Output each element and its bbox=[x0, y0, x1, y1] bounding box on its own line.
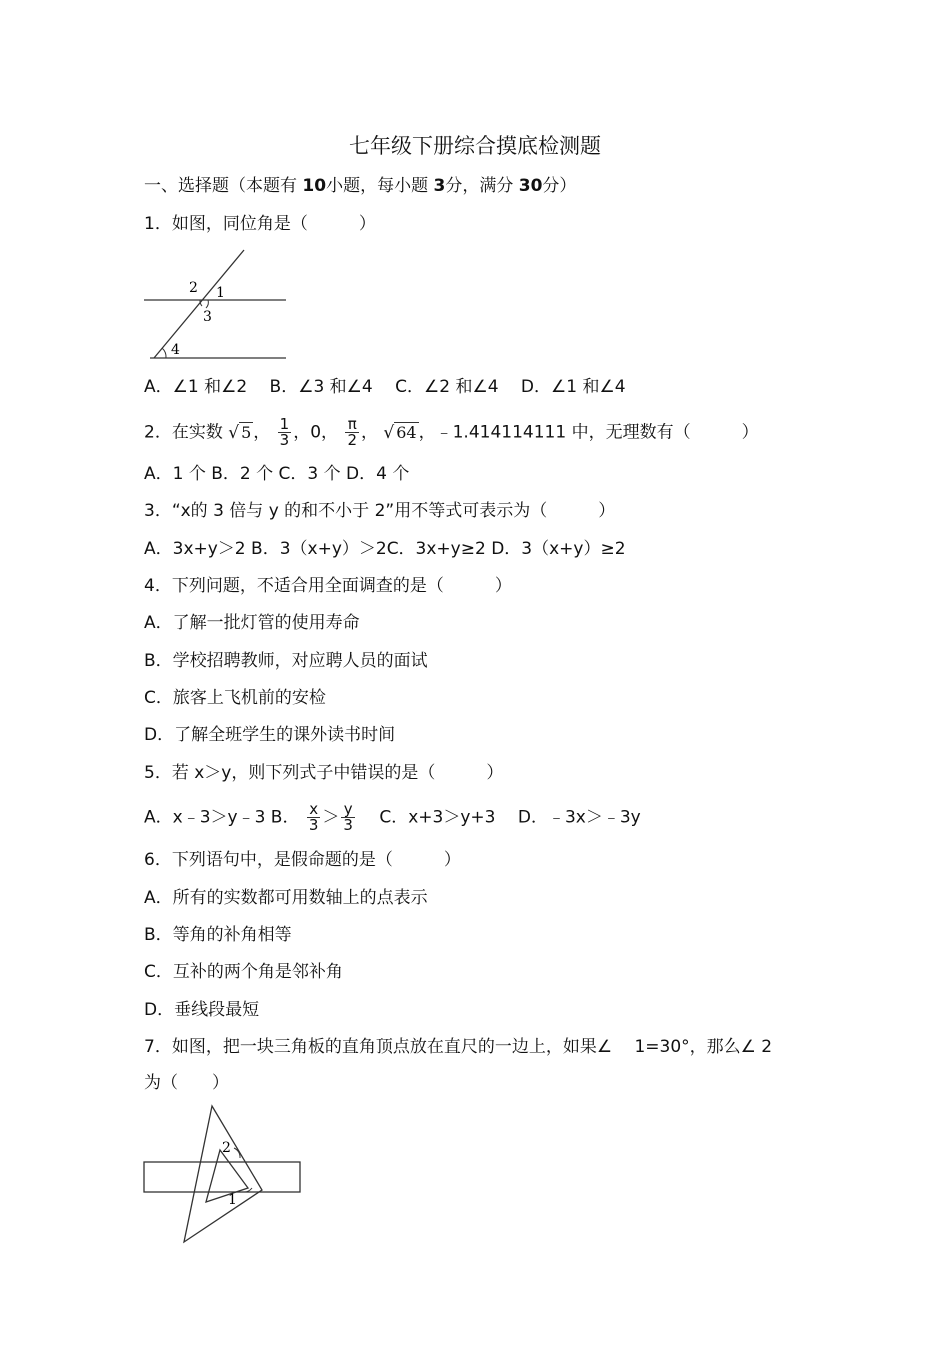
fraction-one-third: $\frac{1}{3}$ bbox=[279, 415, 290, 449]
q4-option-b: B．学校招聘教师，对应聘人员的面试 bbox=[144, 651, 428, 671]
q1-figure bbox=[140, 248, 290, 363]
q3-stem: 3．“x的 3 倍与 y 的和不小于 2”用不等式可表示为（ ） bbox=[144, 501, 616, 521]
q7-label-1: 1 bbox=[228, 1192, 237, 1208]
q6-option-c: C．互补的两个角是邻补角 bbox=[144, 962, 343, 982]
fraction-pi-half: $\frac{\pi}{2}$ bbox=[347, 415, 357, 449]
q1-label-3: 3 bbox=[203, 309, 212, 325]
fraction-x-third: $\frac{x}{3}$ bbox=[308, 800, 319, 834]
fraction-y-third: $\frac{y}{3}$ bbox=[343, 800, 353, 834]
sqrt64: √ 64 bbox=[383, 422, 417, 443]
q4-option-a: A．了解一批灯管的使用寿命 bbox=[144, 613, 360, 633]
q5-stem: 5．若 x＞y，则下列式子中错误的是（ ） bbox=[144, 763, 504, 783]
q6-option-d: D．垂线段最短 bbox=[144, 1000, 260, 1020]
q7-figure bbox=[140, 1100, 310, 1250]
page-title: 七年级下册综合摸底检测题 bbox=[349, 134, 601, 158]
q7-stem-line2: 为（ ） bbox=[144, 1073, 229, 1093]
section-header: 一、选择题（本题有 10小题，每小题 3分，满分 30分） bbox=[144, 176, 577, 196]
q3-options: A．3x+y＞2 B．3（x+y）＞2C．3x+y≥2 D．3（x+y）≥2 bbox=[144, 539, 626, 559]
q1-stem: 1．如图，同位角是（ ） bbox=[144, 214, 376, 234]
q1-label-1: 1 bbox=[216, 285, 225, 301]
q2-options: A．1 个 B．2 个 C．3 个 D．4 个 bbox=[144, 464, 410, 484]
q1-options: A．∠1 和∠2 B．∠3 和∠4 C．∠2 和∠4 D．∠1 和∠4 bbox=[144, 377, 626, 397]
q4-option-c: C．旅客上飞机前的安检 bbox=[144, 688, 326, 708]
q4-stem: 4．下列问题，不适合用全面调查的是（ ） bbox=[144, 576, 512, 596]
q1-label-2: 2 bbox=[189, 280, 198, 296]
q4-option-d: D．了解全班学生的课外读书时间 bbox=[144, 725, 396, 745]
q1-label-4: 4 bbox=[171, 342, 180, 358]
q7-label-2: 2 bbox=[222, 1140, 231, 1156]
q6-option-b: B．等角的补角相等 bbox=[144, 925, 292, 945]
q5-options: A．x﹣3＞y﹣3 B． $\frac{x}{3}$ ＞ $\frac{y}{3}$ C．x+3＞y+3 D．﹣3x＞﹣3y bbox=[144, 800, 641, 834]
q2-stem: 2．在实数 √ 5 ， $\frac{1}{3}$ ，0， $\frac{\pi}{2}$ ， √ 64 ，﹣1.414114111 中，无理数有（ ） bbox=[144, 415, 759, 449]
sqrt5: √ 5 bbox=[228, 422, 252, 443]
q7-stem-line1: 7．如图，把一块三角板的直角顶点放在直尺的一边上，如果∠ 1=30°，那么∠ 2 bbox=[144, 1037, 773, 1057]
q6-stem: 6．下列语句中，是假命题的是（ ） bbox=[144, 850, 461, 870]
q6-option-a: A．所有的实数都可用数轴上的点表示 bbox=[144, 888, 428, 908]
